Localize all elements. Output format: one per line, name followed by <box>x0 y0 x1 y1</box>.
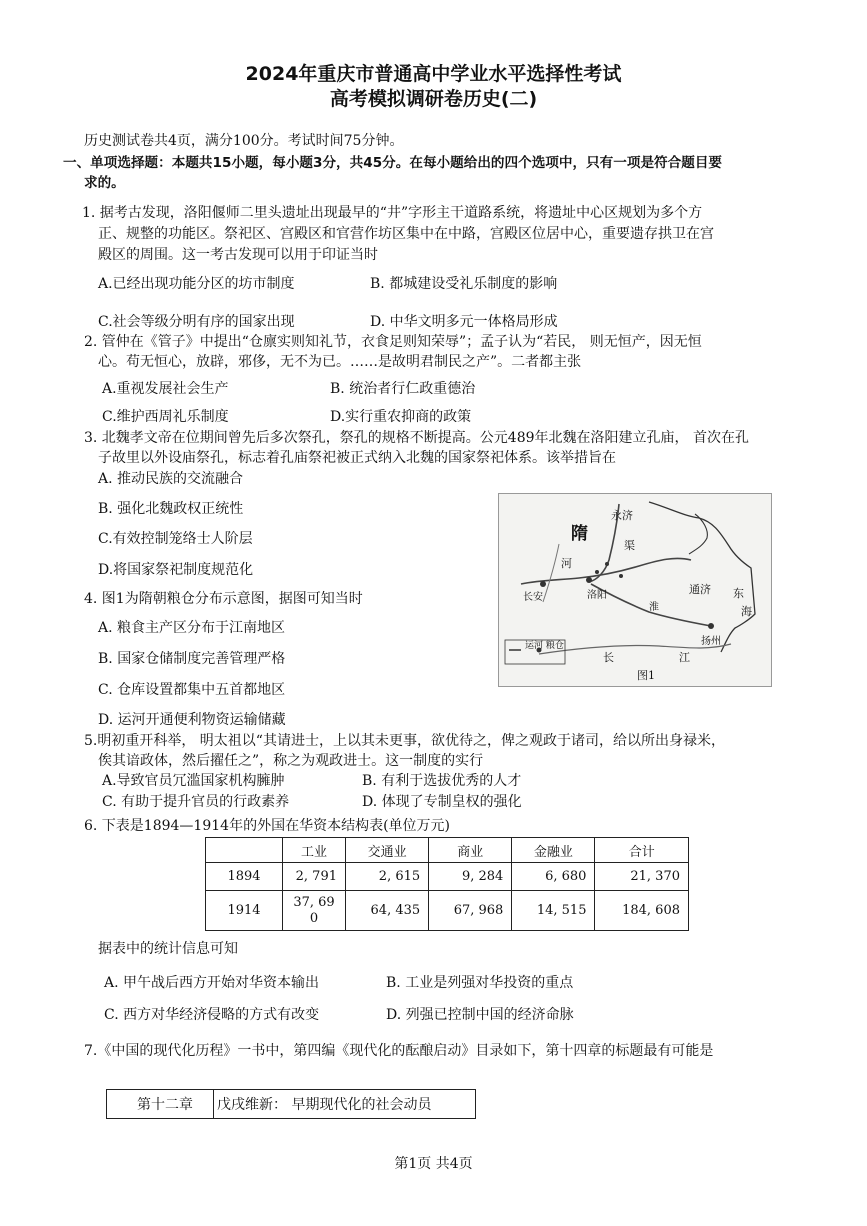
table-cell: 21, 370 <box>595 863 689 891</box>
map-label-chang: 长 <box>603 651 614 664</box>
table-header-cell: 合计 <box>595 838 689 863</box>
option-a[interactable]: A.导致官员冗滥国家机构臃肿 <box>102 773 285 789</box>
section-heading-cont: 求的。 <box>84 175 125 191</box>
question-text: 子故里以外设庙祭孔，标志着孔庙祭祀被正式纳入北魏的国家祭祀体系。该举措旨在 <box>98 450 616 466</box>
question-text: 殿区的周围。这一考古发现可以用于印证当时 <box>98 247 378 263</box>
option-d[interactable]: D. 中华文明多元一体格局形成 <box>370 314 558 330</box>
option-d[interactable]: D. 体现了专制皇权的强化 <box>362 794 522 810</box>
question-text: 6. 下表是1894—1914年的外国在华资本结构表(单位万元) <box>84 818 450 834</box>
capital-structure-table <box>205 837 689 931</box>
table-cell: 64, 435 <box>346 891 429 931</box>
table-cell: 37, 690 <box>283 891 346 931</box>
table-header-cell: 工业 <box>283 838 346 863</box>
option-b[interactable]: B. 工业是列强对华投资的重点 <box>386 975 574 991</box>
option-d[interactable]: D.将国家祭祀制度规范化 <box>98 562 254 578</box>
option-d[interactable]: D. 列强已控制中国的经济命脉 <box>386 1007 574 1023</box>
option-d[interactable]: D.实行重农抑商的政策 <box>330 409 472 425</box>
map-label-east: 东 <box>733 587 744 600</box>
map-label-sea: 海 <box>741 605 752 618</box>
map-legend: 运河 粮仓 <box>525 641 564 651</box>
question-text: 2. 管仲在《管子》中提出“仓廪实则知礼节，衣食足则知荣辱”；孟子认为“若民， 则无恒产，因无恒 <box>84 334 702 350</box>
map-label-yongji: 永济 <box>611 509 633 522</box>
option-b[interactable]: B. 都城建设受礼乐制度的影响 <box>370 276 558 292</box>
section-heading: 一、单项选择题：本题共15小题，每小题3分，共45分。在每小题给出的四个选项中，只有一项是符合题目要 <box>63 155 723 171</box>
question-text: 4. 图1为隋朝粮仓分布示意图，据图可知当时 <box>84 591 363 607</box>
table-cell: 184, 608 <box>595 891 689 931</box>
page-title-line2: 高考模拟调研卷历史(二) <box>329 88 538 110</box>
question-text: 据表中的统计信息可知 <box>98 941 238 957</box>
table-header-cell: 交通业 <box>346 838 429 863</box>
page-footer: 第1页 共4页 <box>394 1156 473 1172</box>
table-cell: 9, 284 <box>429 863 512 891</box>
table-cell: 67, 968 <box>429 891 512 931</box>
option-c[interactable]: C.维护西周礼乐制度 <box>102 409 229 425</box>
map-label-he: 河 <box>561 557 572 570</box>
table-row <box>206 891 689 931</box>
option-a[interactable]: A. 甲午战后西方开始对华资本输出 <box>104 975 320 991</box>
option-c[interactable]: C. 仓库设置都集中五首都地区 <box>98 682 286 698</box>
map-label-yangzhou: 扬州 <box>701 636 721 647</box>
table-header-row <box>206 838 689 863</box>
map-label-tongji: 通济 <box>689 583 711 596</box>
question-text: 1. 据考古发现，洛阳偃师二里头遗址出现最早的“井”字形主干道路系统，将遗址中心区规划为多个方 <box>82 205 703 221</box>
question-text: 正、规整的功能区。祭祀区、宫殿区和官营作坊区集中在中路，宫殿区位居中心，重要遗存拱卫在宫 <box>98 226 714 242</box>
table-cell: 2, 791 <box>283 863 346 891</box>
table-header-cell: 金融业 <box>512 838 595 863</box>
map-label-changan: 长安 <box>523 592 543 603</box>
question-text: 5.明初重开科举， 明太祖以“其请进士，上以其未更事，欲优待之，俾之观政于诸司，给以所出身禄米， <box>84 733 725 749</box>
option-a[interactable]: A.已经出现功能分区的坊市制度 <box>98 276 295 292</box>
map-label-luoyang: 洛阳 <box>587 590 607 601</box>
option-a[interactable]: A.重视发展社会生产 <box>102 381 229 397</box>
option-a[interactable]: A. 粮食主产区分布于江南地区 <box>98 620 286 636</box>
chapter-number: 第十二章 <box>137 1097 193 1113</box>
option-b[interactable]: B. 统治者行仁政重德治 <box>330 381 476 397</box>
option-b[interactable]: B. 强化北魏政权正统性 <box>98 501 244 517</box>
option-b[interactable]: B. 有利于选拔优秀的人才 <box>362 773 522 789</box>
table-row <box>206 863 689 891</box>
table-cell: 14, 515 <box>512 891 595 931</box>
map-label-huai: 淮 <box>649 602 659 613</box>
question-text: 心。苟无恒心，放辟，邪侈，无不为已。……是故明君制民之产”。二者都主张 <box>98 354 582 370</box>
divider <box>213 1090 214 1118</box>
option-c[interactable]: C.有效控制笼络士人阶层 <box>98 531 253 547</box>
map-caption: 图1 <box>637 669 655 682</box>
table-cell: 6, 680 <box>512 863 595 891</box>
map-label-qu: 渠 <box>624 539 635 552</box>
option-b[interactable]: B. 国家仓储制度完善管理严格 <box>98 651 286 667</box>
table-header-cell <box>206 838 283 863</box>
question-text: 7.《中国的现代化历程》一书中，第四编《现代化的酝酿启动》目录如下，第十四章的标题最有可能是 <box>84 1043 714 1059</box>
page-title-line1: 2024年重庆市普通高中学业水平选择性考试 <box>245 63 622 85</box>
table-cell: 1914 <box>206 891 283 931</box>
option-d[interactable]: D. 运河开通便利物资运输储藏 <box>98 712 286 728</box>
exam-intro: 历史测试卷共4页，满分100分。考试时间75分钟。 <box>84 133 404 149</box>
option-c[interactable]: C. 西方对华经济侵略的方式有改变 <box>104 1007 320 1023</box>
option-c[interactable]: C. 有助于提升官员的行政素养 <box>102 794 290 810</box>
sui-granary-map <box>498 493 772 687</box>
chapter-table <box>106 1089 476 1119</box>
question-text: 俟其谙政体，然后擢任之”，称之为观政进士。这一制度的实行 <box>98 753 484 769</box>
table-cell: 1894 <box>206 863 283 891</box>
map-label-jiang: 江 <box>679 651 690 664</box>
option-c[interactable]: C.社会等级分明有序的国家出现 <box>98 314 295 330</box>
table-header-cell: 商业 <box>429 838 512 863</box>
question-text: 3. 北魏孝文帝在位期间曾先后多次祭孔，祭孔的规格不断提高。公元489年北魏在洛阳建立孔庙， 首次在孔 <box>84 430 749 446</box>
option-a[interactable]: A. 推动民族的交流融合 <box>98 471 244 487</box>
chapter-title: 戊戌维新： 早期现代化的社会动员 <box>217 1097 432 1113</box>
table-cell: 2, 615 <box>346 863 429 891</box>
map-label-sui: 隋 <box>571 524 588 544</box>
